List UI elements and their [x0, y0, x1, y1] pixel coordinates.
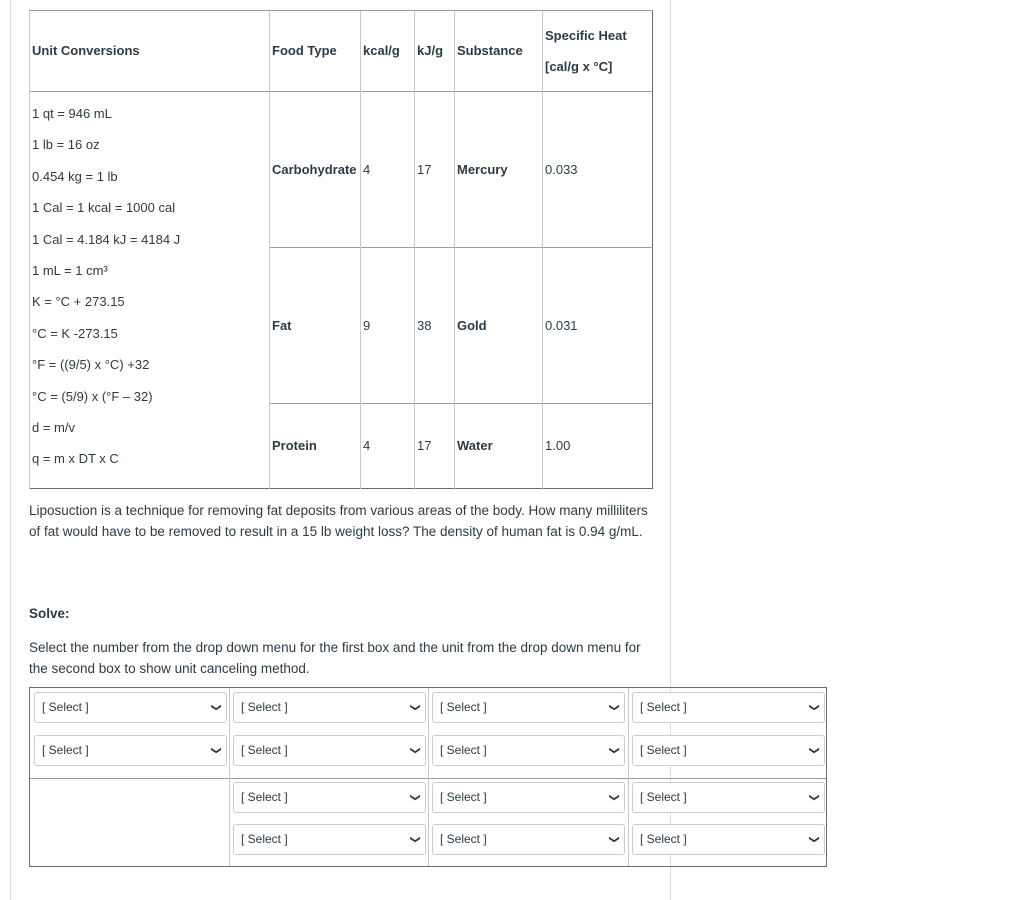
- chevron-down-icon: ❯: [608, 835, 620, 844]
- chevron-down-icon: ❯: [808, 835, 820, 844]
- substance-cell: Water: [455, 404, 543, 489]
- unit-line: 1 lb = 16 oz: [32, 137, 100, 153]
- chevron-down-icon: ❯: [608, 703, 620, 712]
- specific-heat-cell: 0.033: [543, 92, 653, 248]
- answer-grid: [29, 687, 827, 867]
- header-food-type: Food Type: [270, 11, 361, 92]
- header-unit-conversions: Unit Conversions: [30, 11, 270, 92]
- chevron-down-icon: ❯: [808, 793, 820, 802]
- unit-line: 1 mL = 1 cm³: [32, 262, 108, 278]
- chevron-down-icon: ❯: [808, 703, 820, 712]
- answer-select[interactable]: [ Select ] ❯: [632, 692, 825, 723]
- unit-line: K = °C + 273.15: [32, 294, 125, 310]
- unit-line: 1 Cal = 4.184 kJ = 4184 J: [32, 231, 181, 247]
- unit-line: °F = ((9/5) x °C) +32: [32, 357, 150, 373]
- reference-table: [29, 10, 653, 489]
- header-kcal-g: kcal/g: [361, 11, 415, 92]
- chevron-down-icon: ❯: [808, 746, 820, 755]
- chevron-down-icon: ❯: [409, 835, 421, 844]
- unit-line: °C = K -273.15: [32, 325, 118, 341]
- grid-divider: [229, 688, 230, 866]
- solve-label: Solve:: [29, 606, 70, 621]
- specific-heat-cell: 0.031: [543, 248, 653, 404]
- answer-select[interactable]: [ Select ] ❯: [432, 735, 625, 766]
- kcal-cell: 4: [361, 92, 415, 248]
- answer-select[interactable]: [ Select ] ❯: [233, 735, 426, 766]
- unit-line: 0.454 kg = 1 lb: [32, 168, 118, 184]
- substance-cell: Gold: [455, 248, 543, 404]
- chevron-down-icon: ❯: [608, 746, 620, 755]
- instructions-text: Select the number from the drop down menu for the first box and the unit from the drop down menu for the second box to show unit canceling method.: [29, 640, 641, 676]
- header-specific-heat: Specific Heat [cal/g x °C]: [543, 11, 653, 92]
- answer-select[interactable]: [ Select ] ❯: [34, 692, 227, 723]
- chevron-down-icon: ❯: [409, 793, 421, 802]
- answer-select[interactable]: [ Select ] ❯: [34, 735, 227, 766]
- unit-line: °C = (5/9) x (°F – 32): [32, 388, 153, 404]
- food-type-cell: Fat: [270, 248, 361, 404]
- kj-cell: 17: [415, 404, 455, 489]
- left-divider: [10, 0, 11, 900]
- chevron-down-icon: ❯: [608, 793, 620, 802]
- chevron-down-icon: ❯: [210, 703, 222, 712]
- chevron-down-icon: ❯: [409, 703, 421, 712]
- unit-conversions-list: [30, 92, 270, 489]
- answer-select[interactable]: [ Select ] ❯: [233, 782, 426, 813]
- kj-cell: 17: [415, 92, 455, 248]
- answer-select[interactable]: [ Select ] ❯: [632, 735, 825, 766]
- answer-select[interactable]: [ Select ] ❯: [233, 692, 426, 723]
- specific-heat-cell: 1.00: [543, 404, 653, 489]
- substance-cell: Mercury: [455, 92, 543, 248]
- answer-select[interactable]: [ Select ] ❯: [432, 824, 625, 855]
- unit-line: 1 qt = 946 mL: [32, 106, 112, 121]
- answer-select[interactable]: [ Select ] ❯: [632, 824, 825, 855]
- header-kj-g: kJ/g: [415, 11, 455, 92]
- answer-select[interactable]: [ Select ] ❯: [432, 782, 625, 813]
- question-text: Liposuction is a technique for removing fat deposits from various areas of the body. How many milliliters of fat would have to be removed to result in a 15 lb weight loss? The density of human fat is 0.94 g/mL.: [29, 503, 648, 539]
- answer-select[interactable]: [ Select ] ❯: [233, 824, 426, 855]
- unit-line: q = m x DT x C: [32, 451, 119, 467]
- header-substance: Substance: [455, 11, 543, 92]
- chevron-down-icon: ❯: [210, 746, 222, 755]
- kj-cell: 38: [415, 248, 455, 404]
- kcal-cell: 4: [361, 404, 415, 489]
- food-type-cell: Protein: [270, 404, 361, 489]
- chevron-down-icon: ❯: [409, 746, 421, 755]
- unit-line: 1 Cal = 1 kcal = 1000 cal: [32, 200, 176, 216]
- kcal-cell: 9: [361, 248, 415, 404]
- unit-line: d = m/v: [32, 419, 75, 435]
- answer-select[interactable]: [ Select ] ❯: [632, 782, 825, 813]
- answer-select[interactable]: [ Select ] ❯: [432, 692, 625, 723]
- food-type-cell: Carbohydrate: [270, 92, 361, 248]
